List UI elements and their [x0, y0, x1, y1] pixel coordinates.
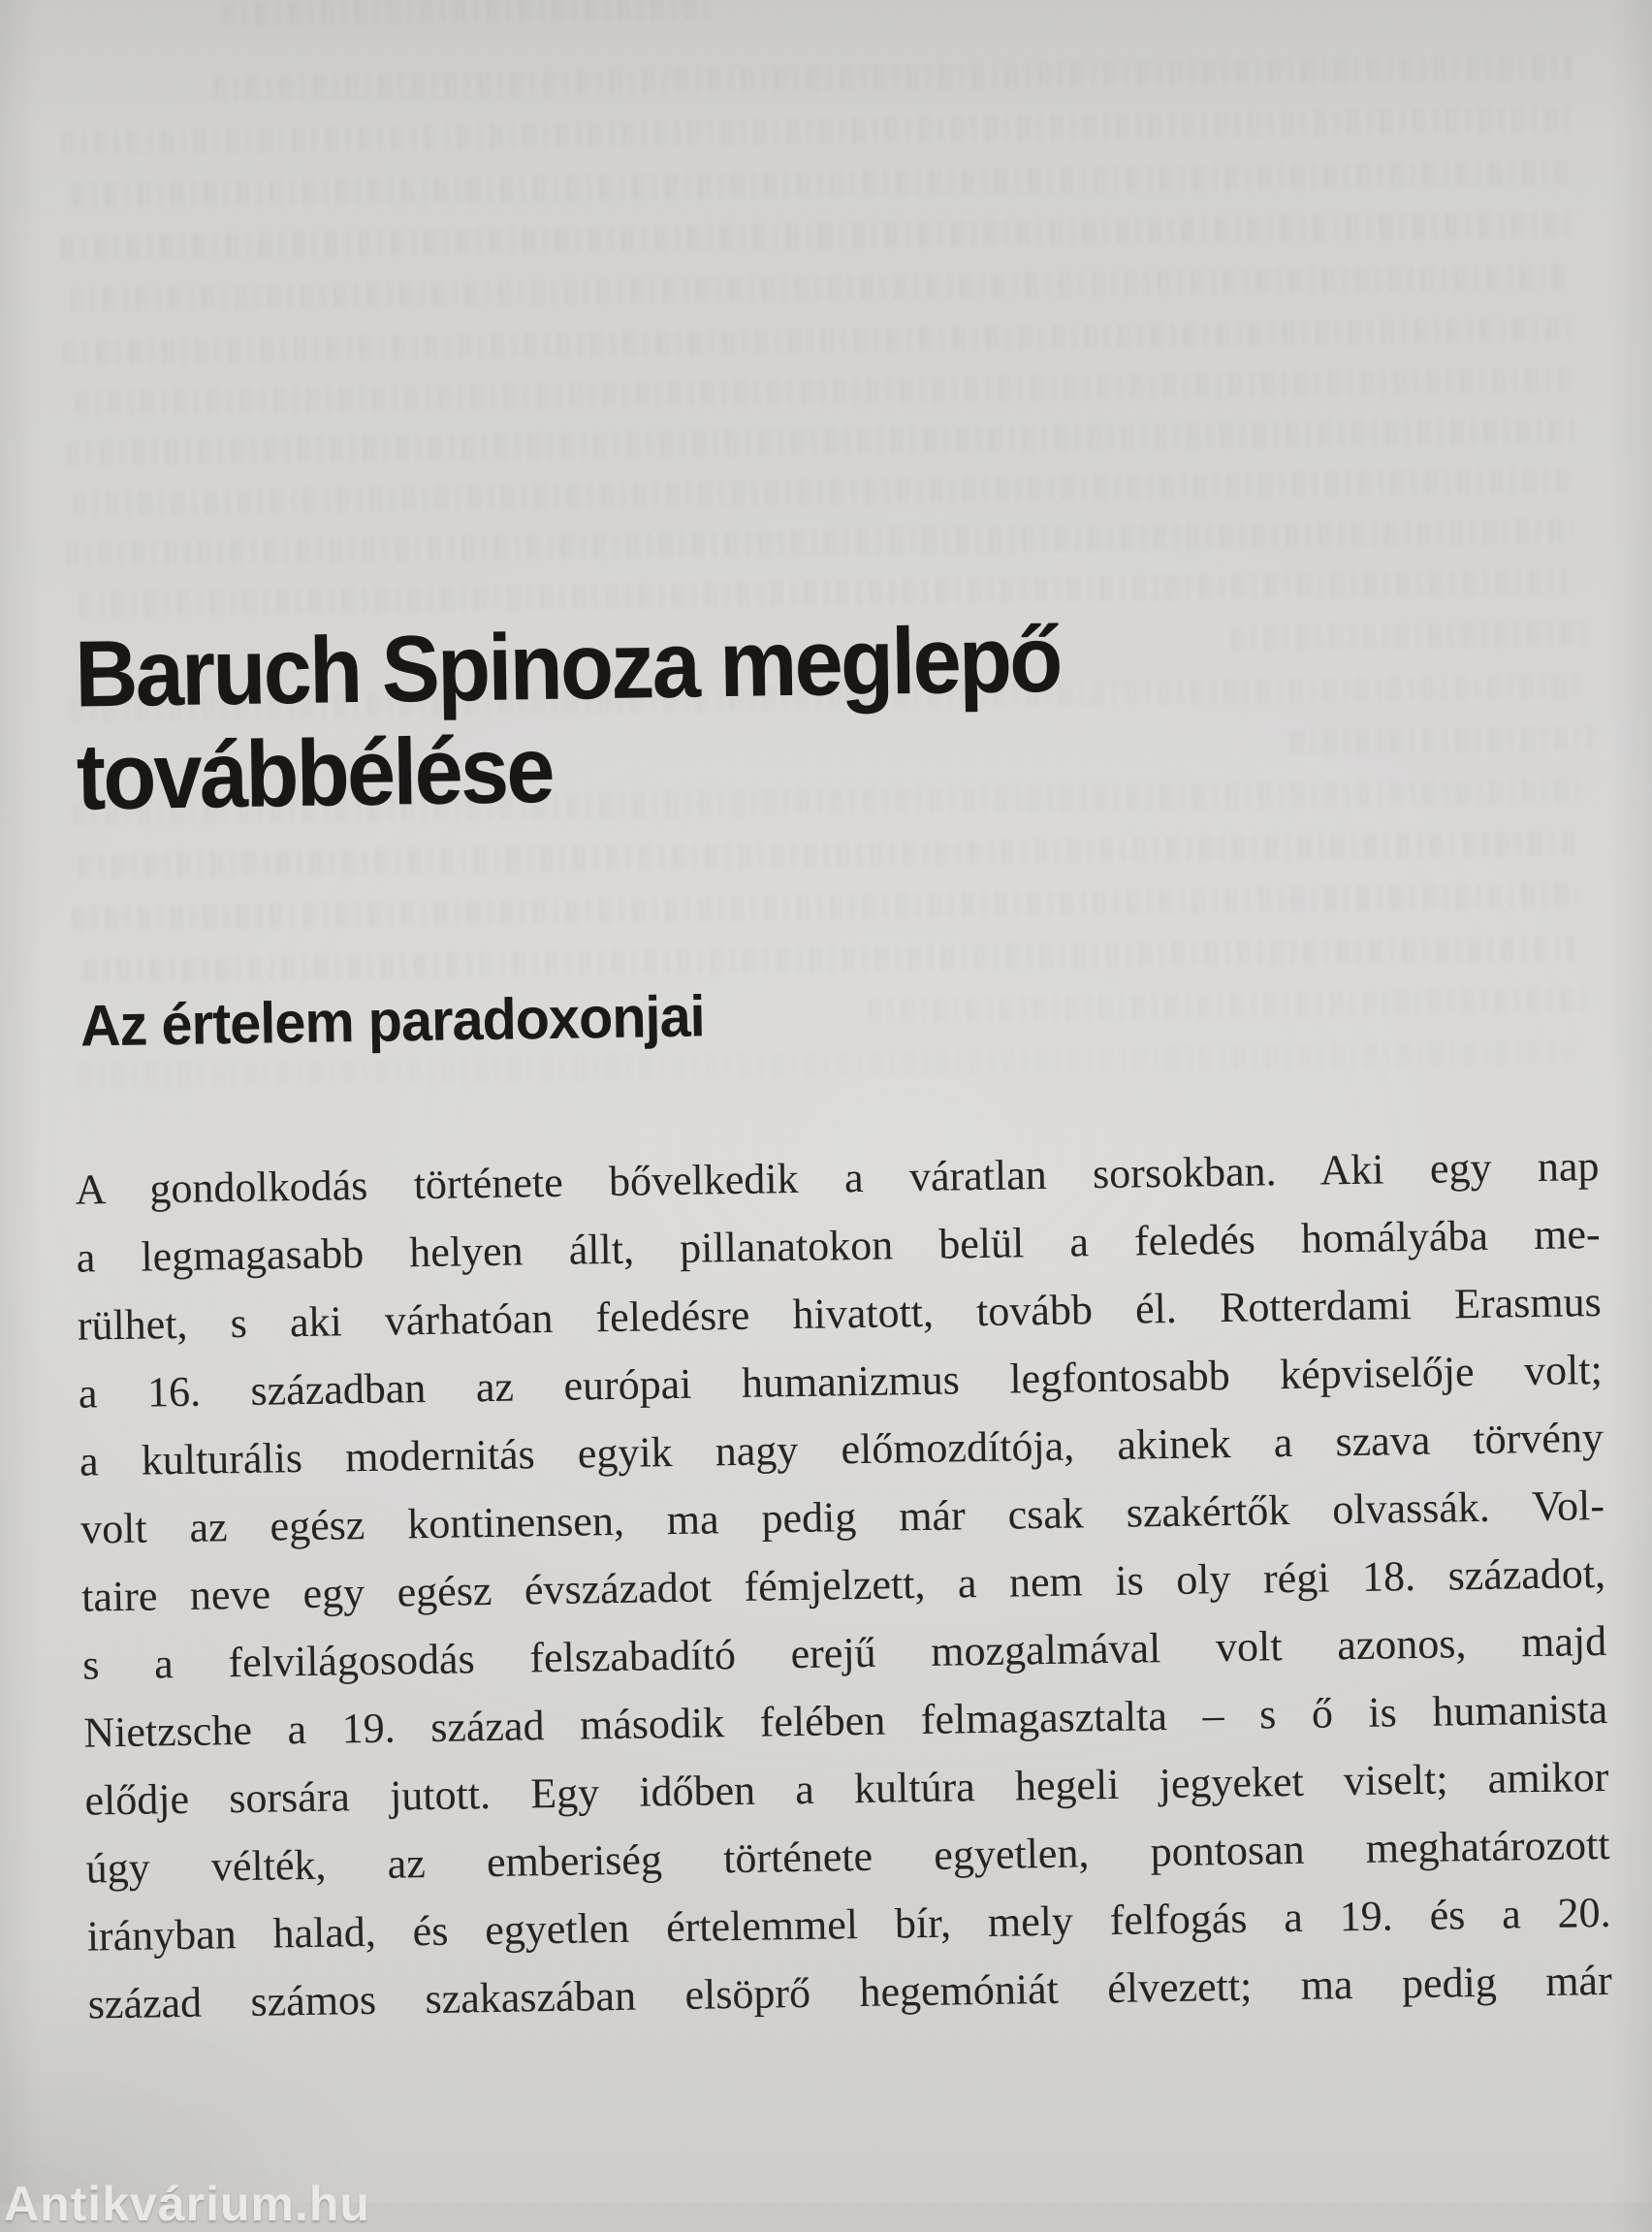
body-line: volt az egész kontinensen, ma pedig már csak szakértők olvassák. Vol-: [79, 1481, 1605, 1553]
chapter-title-line-2: továbbélése: [76, 716, 554, 830]
ghost-text-line: [215, 54, 1573, 101]
ghost-text-line: [223, 0, 708, 27]
chapter-title-line-1: Baruch Spinoza meglepő: [74, 605, 1062, 727]
ghost-text-line: [73, 159, 1571, 207]
ghost-text-line: [1291, 725, 1592, 755]
body-line: taire neve egy egész évszázadot fémjelzett, a nem is oly régi 18. századot,: [80, 1548, 1606, 1621]
ghost-text-line: [870, 987, 1587, 1024]
body-line: úgy vélték, az emberiség története egyetlen, pontosan meghatározott: [85, 1820, 1610, 1893]
body-line: A gondolkodás története bővelkedik a váratlan sorsokban. Aki egy nap: [75, 1141, 1600, 1214]
body-line: Nietzsche a 19. század második felében felmagasztalta – s ő is humanista: [83, 1684, 1608, 1757]
ghost-text-line: [67, 518, 1572, 566]
body-line: rülhet, s aki várhatóan feledésre hivatott, tovább él. Rotterdami Erasmus: [77, 1277, 1603, 1350]
ghost-text-line: [85, 935, 1576, 983]
chapter-title: [74, 605, 1063, 830]
body-paragraph: [75, 1132, 1612, 2039]
body-line: a 16. században az európai humanizmus legfontosabb képviselője volt;: [78, 1345, 1604, 1418]
body-line: irányban halad, és egyetlen értelemmel bír, mely felfogás a 19. és a 20.: [86, 1888, 1611, 1961]
ghost-text-line: [77, 367, 1570, 415]
ghost-text-line: [62, 107, 1574, 156]
ghost-text-line: [64, 316, 1572, 365]
section-heading: Az értelem paradoxonjai: [79, 983, 706, 1059]
ghost-text-line: [74, 467, 1574, 516]
ghost-text-line: [62, 211, 1570, 260]
body-line: század számos szakaszában elsöprő hegemóniát élvezett; ma pedig már: [87, 1956, 1613, 2028]
body-line: a kulturális modernitás egyik nagy előmozdítója, akinek a szava törvény: [79, 1413, 1604, 1485]
ghost-text-line: [1232, 621, 1591, 652]
body-line: a legmagasabb helyen állt, pillanatokon belül a feledés homályába me-: [76, 1209, 1601, 1282]
ghost-text-line: [79, 830, 1580, 878]
body-line: s a felvilágosodás felszabadító erejű mozgalmával volt azonos, majd: [81, 1616, 1607, 1689]
antikvarium-watermark: Antikvárium.hu: [4, 2177, 370, 2231]
ghost-text-line: [73, 882, 1577, 931]
ghost-text-line: [68, 417, 1575, 465]
body-line: elődje sorsára jutott. Egy időben a kultúra hegeli jegyeket viselt; amikor: [84, 1752, 1609, 1825]
showthrough-ghost-text-layer: [0, 0, 1633, 2]
ghost-text-line: [71, 264, 1573, 312]
